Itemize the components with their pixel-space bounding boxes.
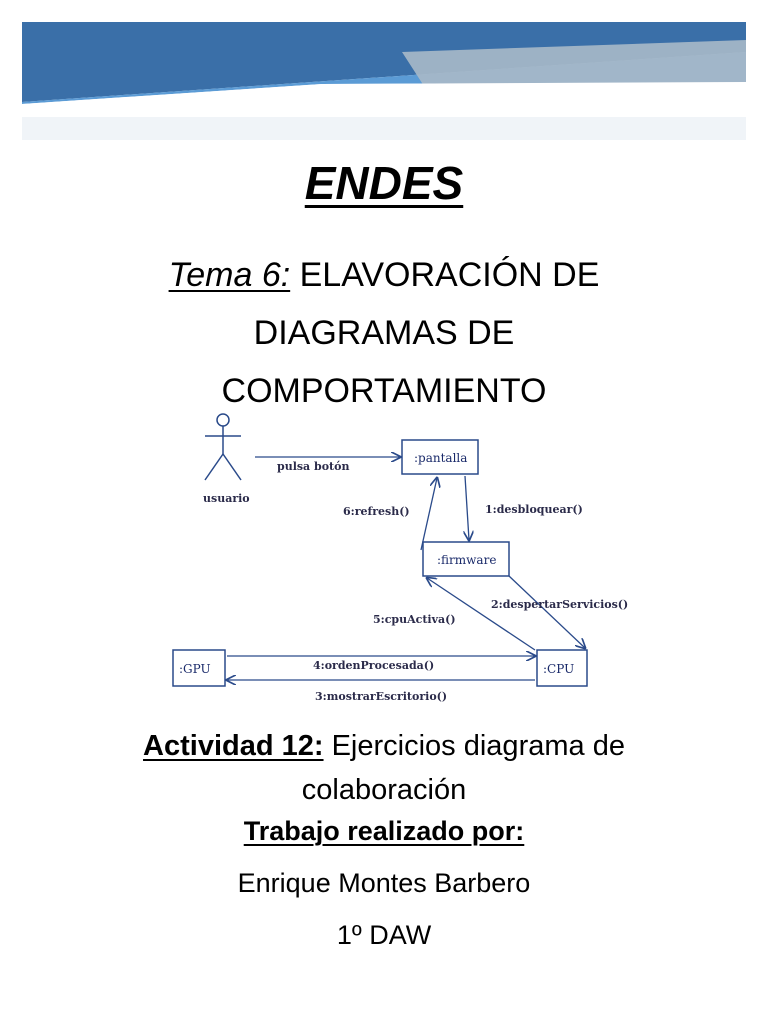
actor-usuario (203, 414, 250, 505)
object-label: :GPU (179, 662, 211, 676)
message-label: 4:ordenProcesada() (313, 659, 435, 672)
object-firmware (423, 542, 509, 576)
header-band (22, 22, 746, 142)
message-label: 3:mostrarEscritorio() (315, 690, 448, 703)
message-label: pulsa botón (277, 460, 350, 473)
activity-block (100, 724, 668, 812)
activity-text: Ejercicios diagrama de (331, 730, 625, 762)
message-label: 2:despertarServicios() (491, 598, 629, 611)
author-heading: Trabajo realizado por: (243, 816, 525, 846)
object-gpu (173, 650, 225, 686)
object-label: :firmware (437, 553, 497, 567)
course-label: 1º DAW (336, 920, 432, 950)
activity-text: colaboración (301, 774, 467, 806)
object-label: :CPU (543, 662, 575, 676)
activity-label: Actividad 12: (143, 730, 324, 762)
collaboration-diagram (165, 410, 629, 710)
object-pantalla (402, 440, 478, 474)
topic-label: Tema 6: (168, 256, 291, 294)
subtitle-line: COMPORTAMIENTO (221, 372, 547, 410)
subtitle-line: ELAVORACIÓN DE (299, 256, 600, 294)
document-subtitle (100, 246, 668, 420)
object-label: :pantalla (414, 451, 468, 465)
actor-label: usuario (203, 492, 250, 505)
message-label: 1:desbloquear() (485, 503, 583, 516)
object-cpu (537, 650, 587, 686)
subtitle-line: DIAGRAMAS DE (253, 314, 515, 352)
message-label: 6:refresh() (343, 505, 410, 518)
author-name: Enrique Montes Barbero (237, 868, 531, 898)
message-label: 5:cpuActiva() (373, 613, 456, 626)
document-title: ENDES (304, 157, 464, 209)
